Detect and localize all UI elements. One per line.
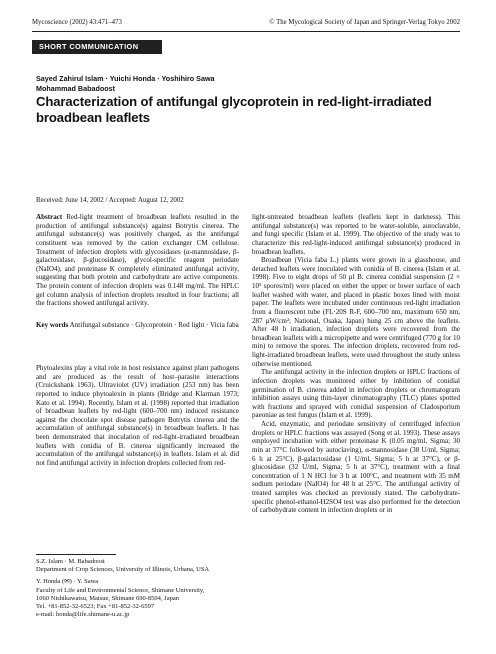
- authors-line-2: Mohammad Babadoost: [36, 84, 116, 94]
- journal-citation: Mycoscience (2002) 43:471–473: [32, 19, 122, 26]
- footnote-rule: [36, 554, 116, 555]
- keywords-block: [36, 321, 239, 330]
- keywords-label: Key words: [36, 321, 69, 329]
- affiliation-line: Department of Crop Sciences, University of Illinois, Urbana, USA: [36, 566, 210, 574]
- body-paragraph: Broadbean (Vicia faba L.) plants were grown in a glasshouse, and detached leaflets were inoculated with conidia of B. cinerea (Islam et al. 1998). Five to eight drops of 50 µl B. cinerea conidial suspension (2 × 10⁵ spores/ml) were placed on either the upper or lower surface of each leaflet washed with water, and placed in plastic boxes lined with moist paper. The leaflets were incubated under continuous red-light irradiation from a fluorescent tube (FL·20S R-F, 600–700 nm, maximum 650 nm, 287 µW/cm²; National, Osaka, Japan) hung 25 cm above the leaflets. After 48 h irradiation, infection droplets were recovered from the broadbean leaflets with a micropipette and were centrifuged (770 g for 10 min) to remove the spores. The infection droplets, recovered from red-light-irradiated broadbean leaflets, were used throughout the study unless otherwise mentioned.: [252, 256, 460, 368]
- copyright-notice: © The Mycological Society of Japan and Springer-Verlag Tokyo 2002: [269, 19, 460, 26]
- affiliation-line: Faculty of Life and Environmental Science, Shimane University,: [36, 586, 205, 594]
- email-address: e-mail: honda@life.shimane-u.ac.jp: [36, 611, 130, 619]
- intro-paragraph: [36, 364, 239, 468]
- received-accepted-dates: Received: June 14, 2002 / Accepted: August 12, 2002: [36, 197, 184, 204]
- title-line-1: Characterization of antifungal glycoprotein in red-light-irradiated: [36, 94, 432, 109]
- body-paragraph: Acid, enzymatic, and periodate sensitivity of centrifuged infection droplets or HPLC fractions was assayed (Song et al. 1993). These assays employed incubation with either proteinase K (0.05 mg/ml, Sigma; 30 min at 37°C followed by autoclaving), α-mannosidase (38 U/ml, Sigma; 6 h at 25°C), β-galactosidase (1 U/ml, Sigma; 5 h at 37°C), or β-glucosidase (32 U/ml, Sigma; 5 h at 37°C), treatment with a final concentration of 1 N HCl for 3 h at 100°C, and treatment with 35 mM sodium periodate (NaIO4) for 48 h at 25°C. The antifungal activity of treated samples was checked as previously stated. The carbohydrate-specific phenol-ethanol-H2SO4 test was also performed for the detection of carbohydrate content in infection droplets or in: [252, 420, 460, 515]
- keywords-text: Antifungal substance · Glycoprotein · Red light · Vicia faba: [69, 321, 239, 329]
- header-rule: [32, 31, 460, 32]
- affiliation-line: Tel. +81-852-32-6523; Fax +81-852-32-6597: [36, 603, 155, 611]
- body-paragraph: light-untreated broadbean leaflets (leaflets kept in darkness). This antifungal substance(s) was reported to be water-soluble, autoclavable, and fungi specific (Islam et al. 1999). The objective of the study was to characterize this red-light-induced antifungal substance(s) produced in broadbean leaflets.: [252, 213, 460, 256]
- abstract-block: [36, 213, 239, 308]
- author-list: [36, 74, 466, 95]
- title-line-2: broadbean leaflets: [36, 109, 150, 125]
- abstract-label: Abstract: [36, 213, 63, 221]
- body-paragraph: The antifungal activity in the infection droplets or HPLC fractions of infection droplets was monitored either by inhibition of conidial germination of B. cinerea added in infection droplets or chromatogram inhibition assays using thin-layer chromatography (TLC) plates spotted with fractions and sprayed with conidial suspension of Cladosporium paeoniae as test fungus (Islam et al. 1999).: [252, 368, 460, 420]
- abstract-text: Red-light treatment of broadbean leaflets resulted in the production of antifungal substance(s) against Botrytis cinerea. The antifungal substance(s) was positively charged, as the antifungal constituent was removed by the cation exchanger CM cellulose. Treatment of infection droplets with glycosidases (α-mannosidase, β-galactosidase, β-glucosidase), glycol-specific reagent periodate (NaIO4), and proteinase K completely eliminated antifungal activity, suggesting that both protein and carbohydrate are active components. The protein content of infection droplets was 0.148 mg/ml. The HPLC gel column analysis of infection droplets resulted in four fractions; all the fractions showed antifungal activity.: [36, 213, 239, 308]
- article-title: [36, 94, 476, 125]
- section-banner: SHORT COMMUNICATION: [32, 40, 162, 54]
- body-right-column: [252, 213, 460, 515]
- intro-text: Phytoalexins play a vital role in host resistance against plant pathogens and are produced as the result of host–parasite interactions (Cruickshank 1963). Ultraviolet (UV) irradiation (253 nm) has been reported to induce phytoalexin in plants (Bridge and Klarman 1973; Kato et al. 1994). Recently, Islam et al. (1998) reported that irradiation of broadbean leaflets by red-light (600–700 nm) induced resistance against the chocolate spot disease pathogen Botrytis cinerea and the accumulation of antifungal substance(s) in broadbean leaflets. It has been demonstrated that inoculation of red-light-irradiated broadbean leaflets with conidia of B. cinerea significantly increased the accumulation of the antifungal substance(s) in leaflets. Islam et al. did not find antifungal activity in infection droplets collected from red-: [36, 364, 239, 467]
- author-affiliations: [36, 558, 239, 619]
- authors-line-1: Sayed Zahirul Islam · Yuichi Honda · Yoshihiro Sawa: [36, 74, 215, 83]
- affiliation-line: Y. Honda (✉) · Y. Sawa: [36, 578, 99, 586]
- affiliation-line: 1060 Nishikawatsu, Matsue, Shimane 690-8504, Japan: [36, 594, 179, 602]
- affiliation-line: S.Z. Islam · M. Babadoost: [36, 558, 105, 565]
